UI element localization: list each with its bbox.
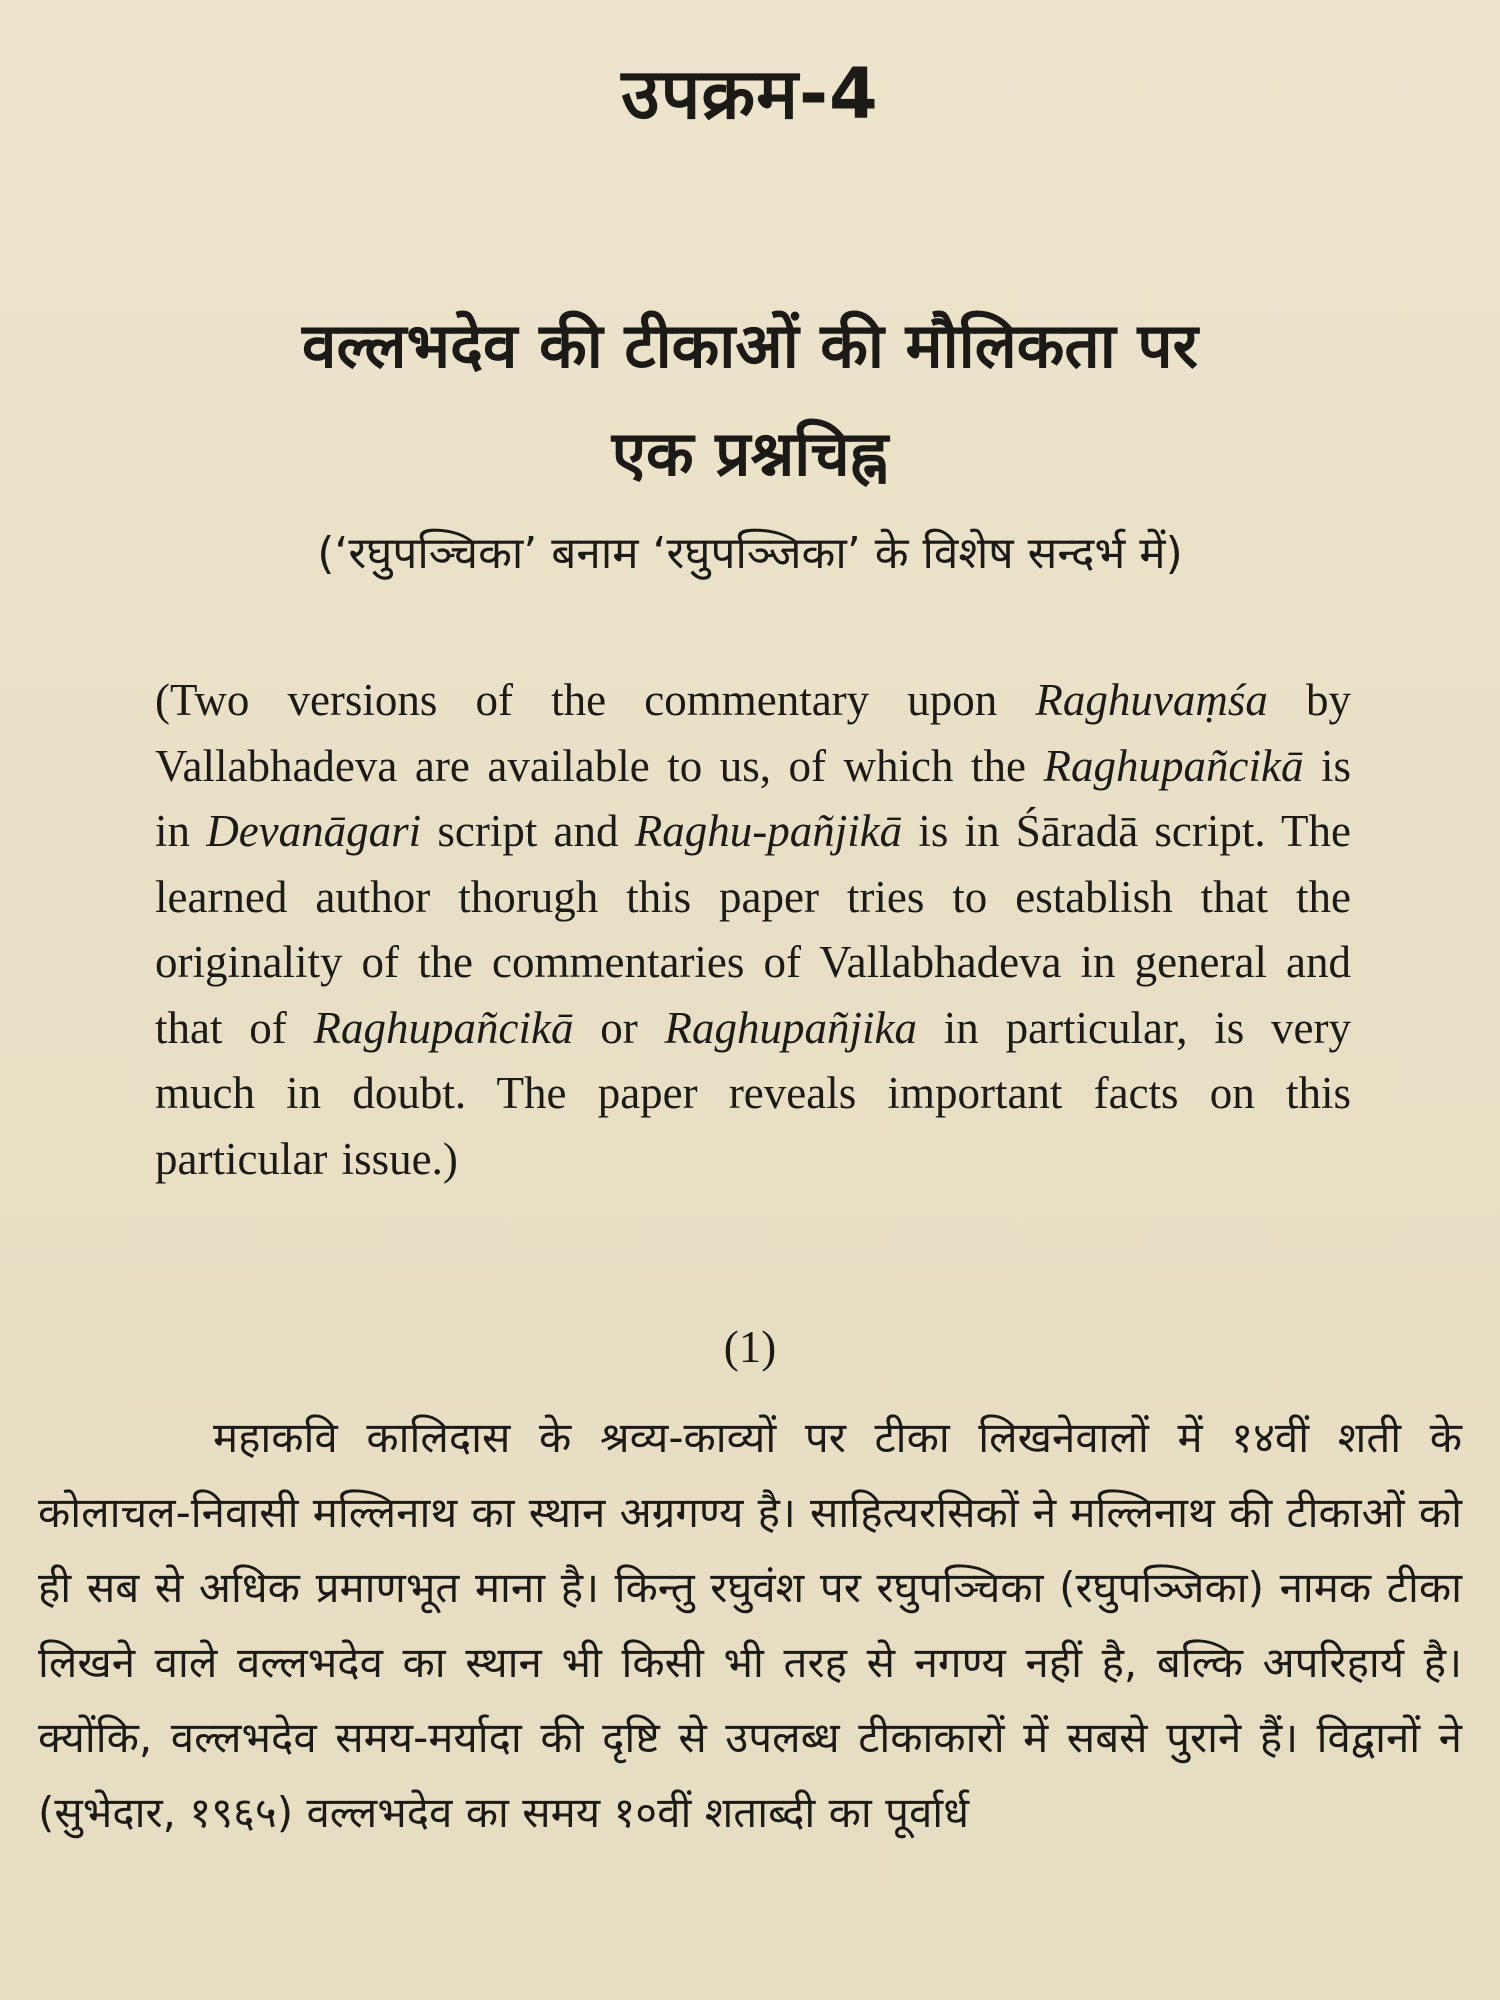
- section-number: (1): [723, 1322, 777, 1372]
- term-raghupanjika: Raghu-pañjikā: [634, 806, 903, 856]
- term-raghupanjika: Raghupañjika: [664, 1002, 918, 1053]
- chapter-heading: उपक्रम-4: [621, 53, 879, 135]
- abstract-paragraph: [155, 668, 1351, 1192]
- english-abstract: [155, 668, 1351, 1192]
- abstract-text: in particular, is very much in doubt. The paper reveals important facts on this particular issue.): [155, 1002, 1351, 1184]
- abstract-text: or: [573, 1002, 665, 1053]
- term-devanagari: Devanāgari: [206, 806, 422, 856]
- abstract-text: is in Śāradā script. The learned author thorugh this paper tries to establish that the originality of the commentaries of Vallabhadeva in general and that of: [155, 806, 1351, 1053]
- abstract-text: by Vallabhadeva are available to us, of which the: [155, 675, 1352, 791]
- term-raghupancika: Raghupañcikā: [313, 1002, 574, 1053]
- body-text: [38, 1400, 1462, 1850]
- term-raghupancika: Raghupañcikā: [1043, 740, 1304, 791]
- article-subtitle: (‘रघुपञ्चिका’ बनाम ‘रघुपञ्जिका’ के विशेष सन्दर्भ में): [317, 528, 1183, 579]
- title-line-2: एक प्रश्नचिह्न: [611, 417, 889, 490]
- title-line-1: वल्लभदेव की टीकाओं की मौलिकता पर: [302, 309, 1198, 382]
- abstract-text: (Two versions of the commentary upon: [155, 675, 1036, 725]
- abstract-text: script and: [421, 806, 635, 856]
- abstract-text: is in: [155, 740, 1351, 856]
- term-raghuvamsa: Raghuvaṃśa: [1035, 675, 1268, 725]
- article-title: [0, 292, 1500, 508]
- body-paragraph: महाकवि कालिदास के श्रव्य-काव्यों पर टीका लिखनेवालों में १४वीं शती के कोलाचल-निवासी मल्लिनाथ का स्थान अग्रगण्य है। साहित्यरसिकों ने मल्लिनाथ की टीकाओं को ही सब से अधिक प्रमाणभूत माना है। किन्तु रघुवंश पर रघुपञ्चिका (रघुपञ्जिका) नामक टीका लिखने वाले वल्लभदेव का स्थान भी किसी भी तरह से नगण्य नहीं है, बल्कि अपरिहार्य है। क्योंकि, वल्लभदेव समय-मर्यादा की दृष्टि से उपलब्ध टीकाकारों में सबसे पुराने हैं। विद्वानों ने (सुभेदार, १९६५) वल्लभदेव का समय १०वीं शताब्दी का पूर्वार्ध: [38, 1413, 1462, 1837]
